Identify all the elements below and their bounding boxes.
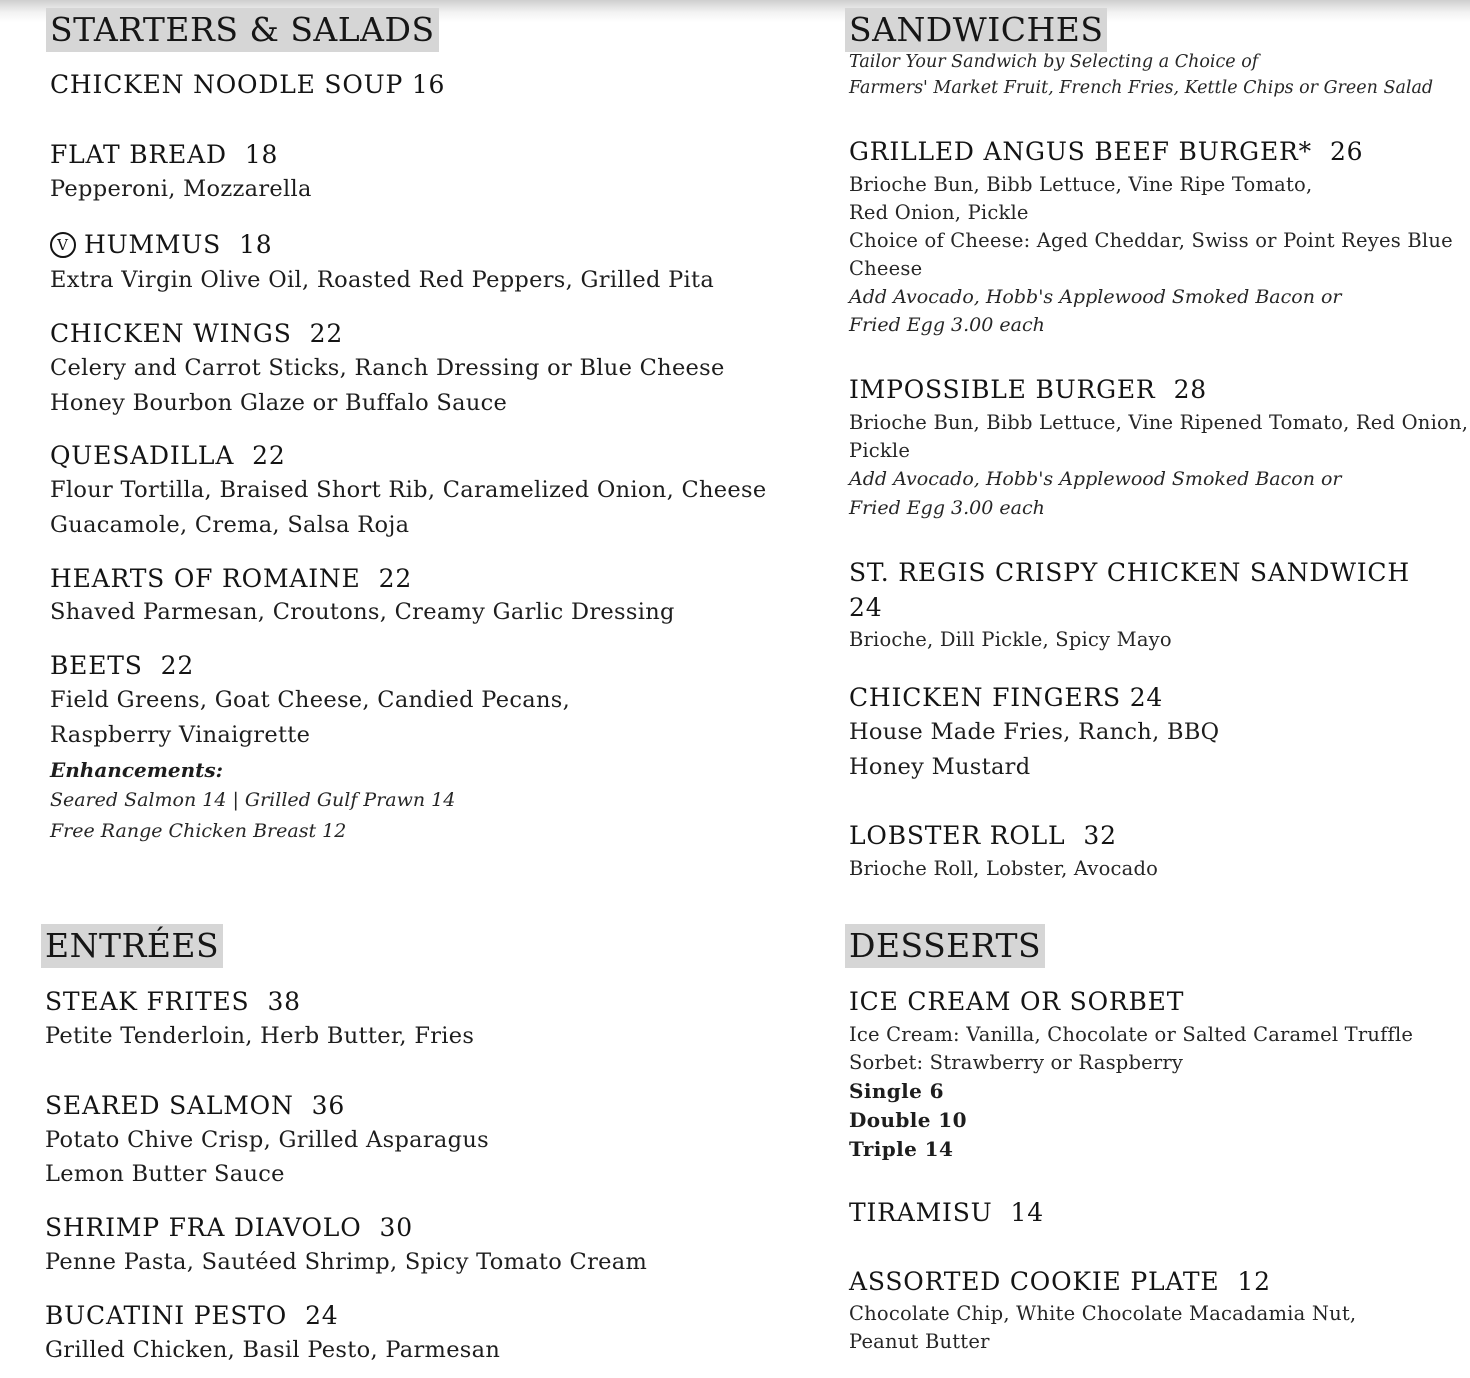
item-description: Celery and Carrot Sticks, Ranch Dressing or Blue Cheese: [50, 355, 725, 381]
item-addon: Fried Egg 3.00 each: [849, 314, 1045, 336]
item-description: Shaved Parmesan, Croutons, Creamy Garlic Dressing: [50, 599, 675, 625]
item-price: 32: [1083, 821, 1117, 850]
item-description: Choice of Cheese: Aged Cheddar, Swiss or Point Reyes Blue: [849, 229, 1453, 252]
item-name: CHICKEN WINGS: [50, 319, 292, 348]
desserts-heading: DESSERTS: [845, 924, 1045, 968]
item-tiramisu: [849, 1198, 1044, 1227]
item-price: 28: [1173, 375, 1207, 404]
item-addon: Add Avocado, Hobb's Applewood Smoked Bacon or: [849, 468, 1342, 490]
item-description: House Made Fries, Ranch, BBQ: [849, 719, 1220, 745]
item-price: 38: [267, 987, 301, 1016]
item-assorted-cookie-plate: [849, 1267, 1271, 1296]
item-name: LOBSTER ROLL: [849, 821, 1066, 850]
item-description: Chocolate Chip, White Chocolate Macadamia Nut,: [849, 1302, 1357, 1325]
item-st-regis-crispy-chicken-sandwich: ST. REGIS CRISPY CHICKEN SANDWICH: [849, 558, 1410, 587]
starters-heading: STARTERS & SALADS: [46, 8, 439, 52]
item-steak-frites: [45, 987, 301, 1016]
item-description: Brioche, Dill Pickle, Spicy Mayo: [849, 628, 1172, 651]
item-price: 22: [252, 441, 286, 470]
item-description: Pepperoni, Mozzarella: [50, 176, 312, 202]
item-description: Extra Virgin Olive Oil, Roasted Red Peppers, Grilled Pita: [50, 267, 715, 293]
item-hearts-of-romaine: [50, 564, 412, 593]
item-name: HEARTS OF ROMAINE: [50, 564, 361, 593]
item-name: GRILLED ANGUS BEEF BURGER*: [849, 137, 1312, 166]
item-price: 12: [1237, 1267, 1271, 1296]
item-description: Guacamole, Crema, Salsa Roja: [50, 512, 410, 538]
item-description: Flour Tortilla, Braised Short Rib, Caramelized Onion, Cheese: [50, 477, 767, 503]
item-impossible-burger: [849, 375, 1207, 404]
item-flat-bread: [50, 140, 278, 169]
sandwich-note: Farmers' Market Fruit, French Fries, Kettle Chips or Green Salad: [849, 78, 1434, 98]
item-name: SEARED SALMON: [45, 1091, 294, 1120]
item-price: 30: [379, 1213, 413, 1242]
item-name: TIRAMISU: [849, 1198, 993, 1227]
item-chicken-wings: [50, 319, 343, 348]
item-name: STEAK FRITES: [45, 987, 250, 1016]
item-price: 22: [378, 564, 413, 593]
item-shrimp-fra-diavolo: [45, 1213, 413, 1242]
item-ice-cream-or-sorbet: ICE CREAM OR SORBET: [849, 987, 1185, 1016]
item-description: Honey Mustard: [849, 754, 1031, 780]
item-description: Cheese: [849, 257, 923, 280]
item-description: Peanut Butter: [849, 1330, 990, 1353]
item-description: Honey Bourbon Glaze or Buffalo Sauce: [50, 390, 508, 416]
item-addon: Fried Egg 3.00 each: [849, 497, 1045, 519]
item-description: Sorbet: Strawberry or Raspberry: [849, 1051, 1184, 1074]
item-description: Raspberry Vinaigrette: [50, 722, 311, 748]
item-price: 24: [849, 593, 883, 622]
item-price: 22: [160, 651, 195, 680]
item-chicken-noodle-soup: CHICKEN NOODLE SOUP 16: [50, 70, 446, 99]
item-quesadilla: [50, 441, 286, 470]
enhancements-line: Free Range Chicken Breast 12: [50, 820, 347, 842]
item-description: Field Greens, Goat Cheese, Candied Pecans,: [50, 687, 571, 713]
item-price: 14: [1010, 1198, 1044, 1227]
price-option: Triple 14: [849, 1137, 954, 1161]
item-grilled-angus-beef-burger: [849, 137, 1363, 166]
entrees-heading: ENTRÉES: [41, 924, 223, 968]
item-name: SHRIMP FRA DIAVOLO: [45, 1213, 362, 1242]
price-option: Single 6: [849, 1079, 944, 1103]
item-name: HUMMUS: [84, 230, 222, 259]
item-description: Brioche Bun, Bibb Lettuce, Vine Ripe Tomato,: [849, 173, 1313, 196]
item-description: Red Onion, Pickle: [849, 201, 1029, 224]
item-name: QUESADILLA: [50, 441, 235, 470]
enhancements-line: Seared Salmon 14 | Grilled Gulf Prawn 14: [50, 789, 456, 811]
vegan-icon: V: [50, 232, 76, 258]
item-description: Pickle: [849, 439, 911, 462]
item-name: FLAT BREAD: [50, 140, 227, 169]
item-bucatini-pesto: [45, 1301, 339, 1330]
item-price: 26: [1329, 137, 1364, 166]
price-option: Double 10: [849, 1108, 967, 1132]
item-chicken-fingers: CHICKEN FINGERS 24: [849, 683, 1164, 712]
item-description: Lemon Butter Sauce: [45, 1161, 285, 1187]
sandwiches-heading: SANDWICHES: [845, 8, 1107, 52]
item-beets: [50, 651, 194, 680]
item-price: 18: [239, 230, 273, 259]
sandwich-note: Tailor Your Sandwich by Selecting a Choice of: [849, 52, 1259, 72]
item-price: 18: [244, 140, 279, 169]
item-description: Petite Tenderloin, Herb Butter, Fries: [45, 1023, 475, 1049]
item-name: ASSORTED COOKIE PLATE: [849, 1267, 1220, 1296]
item-description: Potato Chive Crisp, Grilled Asparagus: [45, 1127, 489, 1153]
item-name: BUCATINI PESTO: [45, 1301, 288, 1330]
item-seared-salmon: [45, 1091, 345, 1120]
item-lobster-roll: [849, 821, 1117, 850]
item-description: Ice Cream: Vanilla, Chocolate or Salted Caramel Truffle: [849, 1023, 1414, 1046]
item-description: Grilled Chicken, Basil Pesto, Parmesan: [45, 1337, 501, 1363]
item-description: Penne Pasta, Sautéed Shrimp, Spicy Tomato Cream: [45, 1249, 648, 1275]
item-description: Brioche Bun, Bibb Lettuce, Vine Ripened Tomato, Red Onion,: [849, 411, 1469, 434]
item-addon: Add Avocado, Hobb's Applewood Smoked Bacon or: [849, 286, 1342, 308]
item-name: BEETS: [50, 651, 143, 680]
item-price: 24: [305, 1301, 339, 1330]
item-description: Brioche Roll, Lobster, Avocado: [849, 857, 1159, 880]
item-hummus: [50, 230, 273, 259]
item-price: 36: [311, 1091, 346, 1120]
enhancements-label: Enhancements:: [50, 758, 224, 782]
item-price: 22: [309, 319, 344, 348]
item-name: IMPOSSIBLE BURGER: [849, 375, 1156, 404]
